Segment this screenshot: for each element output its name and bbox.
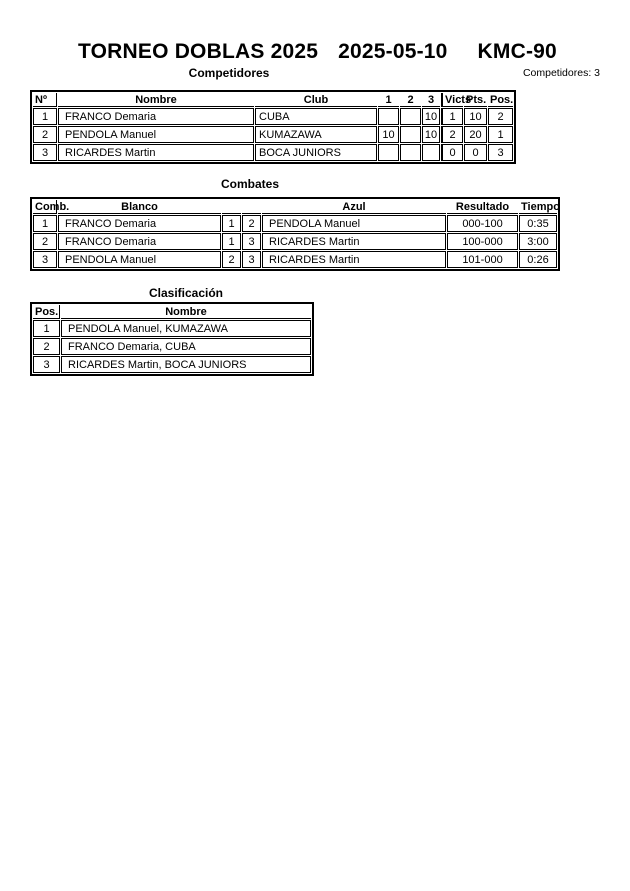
cell-club: BOCA JUNIORS: [255, 144, 377, 161]
col-header-blanco: Blanco: [58, 200, 221, 214]
cell-round3: 10: [422, 126, 440, 143]
cell-comb: 3: [33, 251, 57, 268]
cell-pos: 3: [488, 144, 513, 161]
col-header-pts: Pts.: [466, 93, 487, 106]
cell-pos: 2: [33, 338, 60, 355]
tournament-name: TORNEO DOBLAS 2025: [78, 40, 319, 63]
cell-azul: RICARDES Martin: [262, 233, 446, 250]
table-row: [33, 338, 311, 355]
cell-nombre: RICARDES Martin, BOCA JUNIORS: [61, 356, 311, 373]
col-header-nombre: Nombre: [58, 93, 254, 107]
cell-num: 1: [33, 108, 57, 125]
cell-nombre: RICARDES Martin: [58, 144, 254, 161]
col-header-blanco-num: [222, 200, 241, 214]
table-row: [33, 108, 513, 125]
col-header-comb: Comb.: [35, 200, 70, 213]
cell-azul-num: 3: [242, 233, 261, 250]
cell-resultado: 000-100: [447, 215, 518, 232]
combates-table: [30, 197, 560, 271]
cell-blanco: PENDOLA Manuel: [58, 251, 221, 268]
cell-victs: 0: [441, 144, 463, 161]
cell-victs: 2: [441, 126, 463, 143]
cell-round1: [378, 108, 399, 125]
cell-round1: 10: [378, 126, 399, 143]
cell-round1: [378, 144, 399, 161]
col-header-victs: Victs: [441, 93, 463, 107]
table-row: [33, 126, 513, 143]
cell-blanco-num: 2: [222, 251, 241, 268]
table-row: [33, 356, 311, 373]
cell-pts: 0: [464, 144, 487, 161]
cell-nombre: FRANCO Demaria, CUBA: [61, 338, 311, 355]
table-row: [33, 233, 557, 250]
section-title-clasificacion: Clasificación: [148, 286, 224, 300]
col-header-round1: 1: [378, 93, 399, 107]
cell-pos: 2: [488, 108, 513, 125]
cell-azul: PENDOLA Manuel: [262, 215, 446, 232]
cell-pts: 20: [464, 126, 487, 143]
cell-round2: [400, 126, 421, 143]
cell-pos: 1: [488, 126, 513, 143]
tournament-date: 2025-05-10: [338, 40, 448, 63]
cell-resultado: 101-000: [447, 251, 518, 268]
cell-blanco: FRANCO Demaria: [58, 233, 221, 250]
competidores-header-row: [33, 93, 513, 107]
cell-round3: 10: [422, 108, 440, 125]
cell-comb: 1: [33, 215, 57, 232]
tournament-category: KMC-90: [477, 40, 557, 63]
competitors-count-note: Competidores: 3: [522, 67, 600, 79]
cell-pos: 1: [33, 320, 60, 337]
cell-blanco: FRANCO Demaria: [58, 215, 221, 232]
cell-num: 3: [33, 144, 57, 161]
cell-azul: RICARDES Martin: [262, 251, 446, 268]
cell-blanco-num: 1: [222, 215, 241, 232]
col-header-azul: Azul: [262, 200, 446, 214]
combates-header-row: [33, 200, 557, 214]
cell-nombre: PENDOLA Manuel: [58, 126, 254, 143]
col-header-round3: 3: [422, 93, 440, 107]
cell-round2: [400, 144, 421, 161]
cell-tiempo: 0:35: [519, 215, 557, 232]
col-header-pos: Pos.: [35, 305, 59, 318]
cell-nombre: FRANCO Demaria: [58, 108, 254, 125]
cell-round2: [400, 108, 421, 125]
cell-azul-num: 3: [242, 251, 261, 268]
col-header-nombre: Nombre: [61, 305, 311, 319]
competidores-table: [30, 90, 516, 164]
section-title-competidores: Competidores: [188, 66, 270, 80]
cell-tiempo: 3:00: [519, 233, 557, 250]
cell-resultado: 100-000: [447, 233, 518, 250]
col-header-pos: Pos.: [490, 93, 514, 106]
table-row: [33, 320, 311, 337]
clasificacion-header-row: [33, 305, 311, 319]
col-header-club: Club: [255, 93, 377, 107]
section-title-combates: Combates: [220, 177, 280, 191]
cell-club: KUMAZAWA: [255, 126, 377, 143]
cell-pos: 3: [33, 356, 60, 373]
cell-num: 2: [33, 126, 57, 143]
cell-victs: 1: [441, 108, 463, 125]
col-header-round2: 2: [400, 93, 421, 107]
cell-club: CUBA: [255, 108, 377, 125]
table-row: [33, 144, 513, 161]
col-header-num: Nº: [33, 93, 57, 107]
cell-pts: 10: [464, 108, 487, 125]
page-title: [78, 40, 557, 64]
table-row: [33, 251, 557, 268]
cell-azul-num: 2: [242, 215, 261, 232]
cell-tiempo: 0:26: [519, 251, 557, 268]
col-header-resultado: Resultado: [447, 200, 518, 214]
cell-comb: 2: [33, 233, 57, 250]
cell-nombre: PENDOLA Manuel, KUMAZAWA: [61, 320, 311, 337]
table-row: [33, 215, 557, 232]
cell-round3: [422, 144, 440, 161]
col-header-azul-num: [242, 200, 261, 214]
col-header-tiempo: Tiempo: [521, 200, 560, 213]
cell-blanco-num: 1: [222, 233, 241, 250]
clasificacion-table: [30, 302, 314, 376]
